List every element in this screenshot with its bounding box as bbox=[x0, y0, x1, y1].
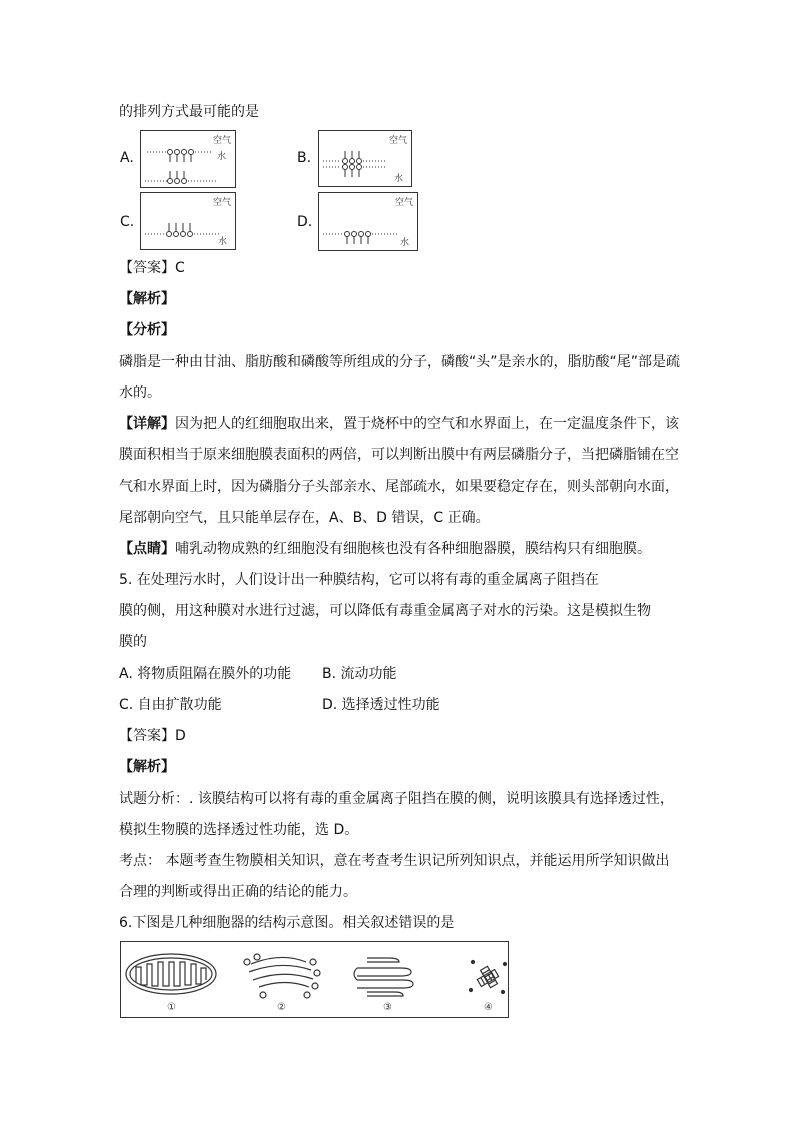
option-a-label: A. bbox=[120, 150, 134, 166]
figure-label-1: ① bbox=[167, 1002, 176, 1013]
q4-fenxi-line-1: 磷脂是一种由甘油、脂肪酸和磷酸等所组成的分子，磷酸“头”是亲水的，脂肪酸“尾”部是疏 bbox=[119, 354, 681, 370]
q4-xiangjie-line-4: 尾部朝向空气，且只能单层存在，A、B、D 错误，C 正确。 bbox=[119, 510, 490, 526]
q5-stem-line-1: 5. 在处理污水时，人们设计出一种膜结构，它可以将有毒的重金属离子阻挡在 bbox=[119, 572, 599, 588]
q4-xiangjie-label: 【详解】 bbox=[119, 416, 175, 432]
q5-option-c: C. 自由扩散功能 bbox=[119, 697, 222, 713]
q5-jiexi-heading: 【解析】 bbox=[119, 759, 175, 775]
q5-option-b: B. 流动功能 bbox=[322, 666, 397, 682]
bilayer-diagram-b bbox=[319, 131, 411, 186]
option-a-figure bbox=[140, 130, 236, 188]
figure-label-3: ③ bbox=[383, 1002, 392, 1013]
q4-xiangjie-text-1: 因为把人的红细胞取出来，置于烧杯中的空气和水界面上，在一定温度条件下，该 bbox=[175, 416, 679, 432]
monolayer-diagram-d bbox=[319, 193, 417, 250]
monolayer-diagram-c bbox=[141, 193, 235, 249]
q4-fenxi-line-2: 水的。 bbox=[119, 385, 161, 401]
q5-option-a: A. 将物质阻隔在膜外的功能 bbox=[119, 666, 292, 682]
q4-xiangjie-line-2: 膜面积相当于原来细胞膜表面积的两倍，可以判断出膜中有两层磷脂分子，当把磷脂铺在空 bbox=[119, 447, 679, 463]
q5-answer: 【答案】D bbox=[119, 728, 186, 744]
q6-stem: 6.下图是几种细胞器的结构示意图。相关叙述错误的是 bbox=[119, 915, 455, 931]
air-label: 空气 bbox=[212, 136, 231, 146]
q4-answer: 【答案】C bbox=[119, 260, 185, 276]
option-d-figure bbox=[318, 192, 418, 251]
q5-stem-line-2: 膜的侧，用这种膜对水进行过滤，可以降低有毒重金属离子对水的污染。这是模拟生物 bbox=[119, 603, 651, 619]
option-b-label: B. bbox=[297, 150, 312, 166]
q5-stem-line-3: 膜的 bbox=[119, 634, 147, 650]
figure-label-4: ④ bbox=[484, 1002, 493, 1013]
air-label: 空气 bbox=[394, 198, 413, 208]
intro-line: 的排列方式最可能的是 bbox=[119, 104, 259, 120]
water-label: 水 bbox=[217, 237, 227, 247]
water-label: 水 bbox=[393, 174, 403, 184]
q4-xiangjie-line-1 bbox=[119, 414, 679, 434]
organelle-figure bbox=[120, 941, 509, 1018]
water-label: 水 bbox=[399, 238, 409, 248]
option-d-label: D. bbox=[297, 214, 313, 230]
q5-kaodian-line-1: 考点： 本题考查生物膜相关知识，意在考查考生识记所列知识点，并能运用所学知识做出 bbox=[119, 853, 670, 869]
option-c-label: C. bbox=[120, 214, 135, 230]
bilayer-diagram-a bbox=[141, 131, 235, 187]
option-b-figure bbox=[318, 130, 412, 187]
organelle-diagram bbox=[121, 942, 508, 1017]
water-label: 水 bbox=[217, 152, 227, 162]
q4-jiexi-heading: 【解析】 bbox=[119, 291, 175, 307]
q4-dianjing-line bbox=[119, 539, 651, 559]
air-label: 空气 bbox=[212, 198, 231, 208]
air-label: 空气 bbox=[388, 136, 407, 146]
q5-analysis-line-1: 试题分析：. 该膜结构可以将有毒的重金属离子阻挡在膜的侧，说明该膜具有选择透过性， bbox=[119, 791, 674, 807]
q4-dianjing-label: 【点睛】 bbox=[119, 541, 175, 557]
figure-label-2: ② bbox=[277, 1002, 286, 1013]
q5-analysis-line-2: 模拟生物膜的选择透过性功能，选 D。 bbox=[119, 822, 359, 838]
q4-dianjing-text: 哺乳动物成熟的红细胞没有细胞核也没有各种细胞器膜，膜结构只有细胞膜。 bbox=[175, 541, 651, 557]
q5-option-d: D. 选择透过性功能 bbox=[322, 697, 440, 713]
q5-kaodian-line-2: 合理的判断或得出正确的结论的能力。 bbox=[119, 884, 357, 900]
option-c-figure bbox=[140, 192, 236, 250]
q4-fenxi-heading: 【分析】 bbox=[119, 322, 175, 338]
q4-xiangjie-line-3: 气和水界面上时，因为磷脂分子头部亲水、尾部疏水，如果要稳定存在，则头部朝向水面， bbox=[119, 479, 679, 495]
